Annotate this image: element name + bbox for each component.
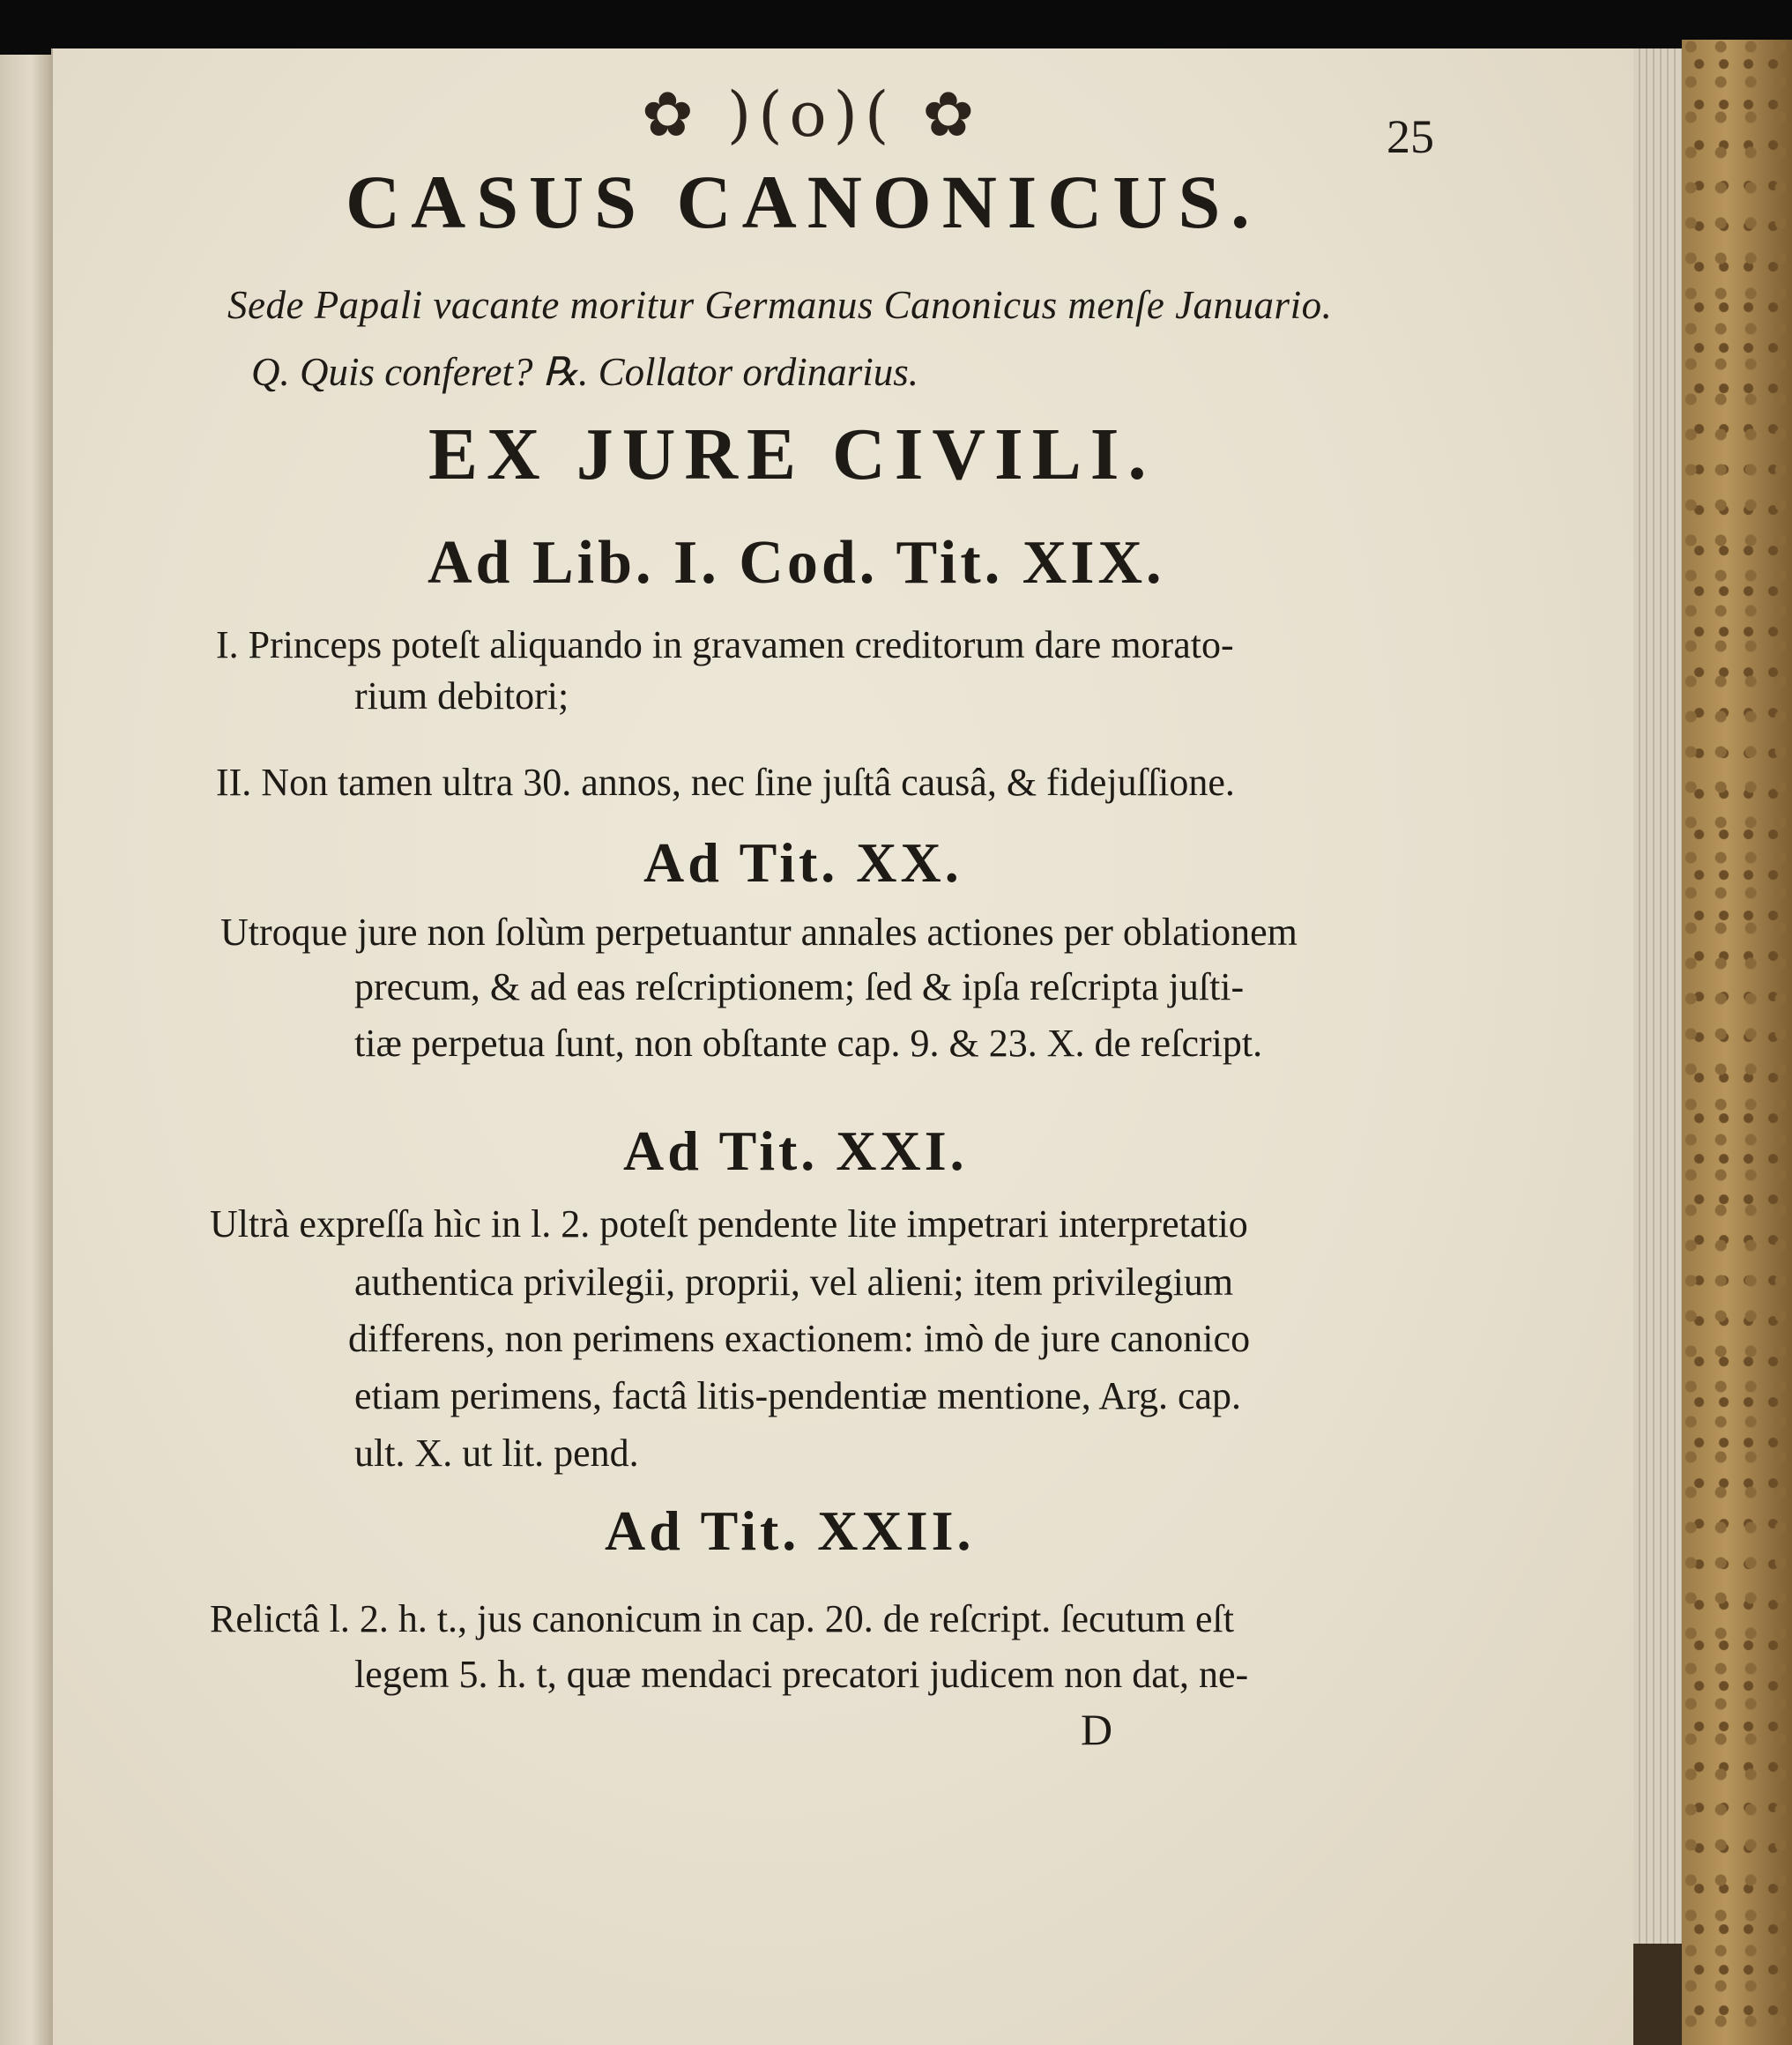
page-edges (1633, 48, 1682, 1944)
tit-21-line-5: ult. X. ut lit. pend. (354, 1432, 639, 1475)
casus-line-2: Q. Quis conferet? ℞. Collator ordinarius. (251, 350, 919, 394)
tit-22-heading: Ad Tit. XXII. (605, 1499, 975, 1562)
tit-21-line-1: Ultrà expreſſa hìc in l. 2. poteſt pendente lite impetrari interpretatio (210, 1202, 1248, 1246)
casus-line-1: Sede Papali vacante moritur Germanus Canonicus menſe Januario. (227, 283, 1333, 327)
casus-title: CASUS CANONICUS. (346, 160, 1260, 244)
section-title: EX JURE CIVILI. (428, 413, 1156, 495)
tit-22-line-1: Relictâ l. 2. h. t., jus canonicum in cap. 20. de reſcript. ſecutum eſt (210, 1597, 1235, 1640)
tit-21-line-2: authentica privilegii, proprii, vel alieni; item privilegium (354, 1260, 1234, 1304)
thesis-2: II. Non tamen ultra 30. annos, nec ſine juſtâ causâ, & fidejuſſione. (216, 761, 1235, 804)
tit-20-line-1: Utroque jure non ſolùm perpetuantur annales actiones per oblationem (220, 911, 1298, 954)
signature-mark: D (1081, 1705, 1113, 1754)
tit-21-heading: Ad Tit. XXI. (623, 1119, 968, 1182)
left-page-edge (0, 55, 51, 2045)
book-binding (1682, 40, 1792, 2045)
tit-20-heading: Ad Tit. XX. (643, 831, 963, 894)
tit-20-line-3: tiæ perpetua ſunt, non obſtante cap. 9. & 23. X. de reſcript. (354, 1022, 1263, 1065)
header-ornament: ✿ )(o)( ✿ (642, 78, 982, 151)
tit-20-line-2: precum, & ad eas reſcriptionem; ſed & ipſa reſcripta juſti- (354, 965, 1245, 1008)
thesis-1-line-2: rium debitori; (354, 674, 569, 718)
tit-21-line-4: etiam perimens, factâ litis-pendentiæ mentione, Arg. cap. (354, 1374, 1242, 1417)
tit-22-line-2: legem 5. h. t, quæ mendaci precatori judicem non dat, ne- (354, 1653, 1249, 1696)
section-subtitle: Ad Lib. I. Cod. Tit. XIX. (428, 529, 1165, 597)
tit-21-line-3: differens, non perimens exactionem: imò de jure canonico (348, 1317, 1251, 1360)
binding-shadow (1633, 1944, 1682, 2045)
thesis-1-line-1: I. Princeps poteſt aliquando in gravamen creditorum dare morato- (216, 623, 1234, 666)
page-number: 25 (1387, 110, 1434, 163)
